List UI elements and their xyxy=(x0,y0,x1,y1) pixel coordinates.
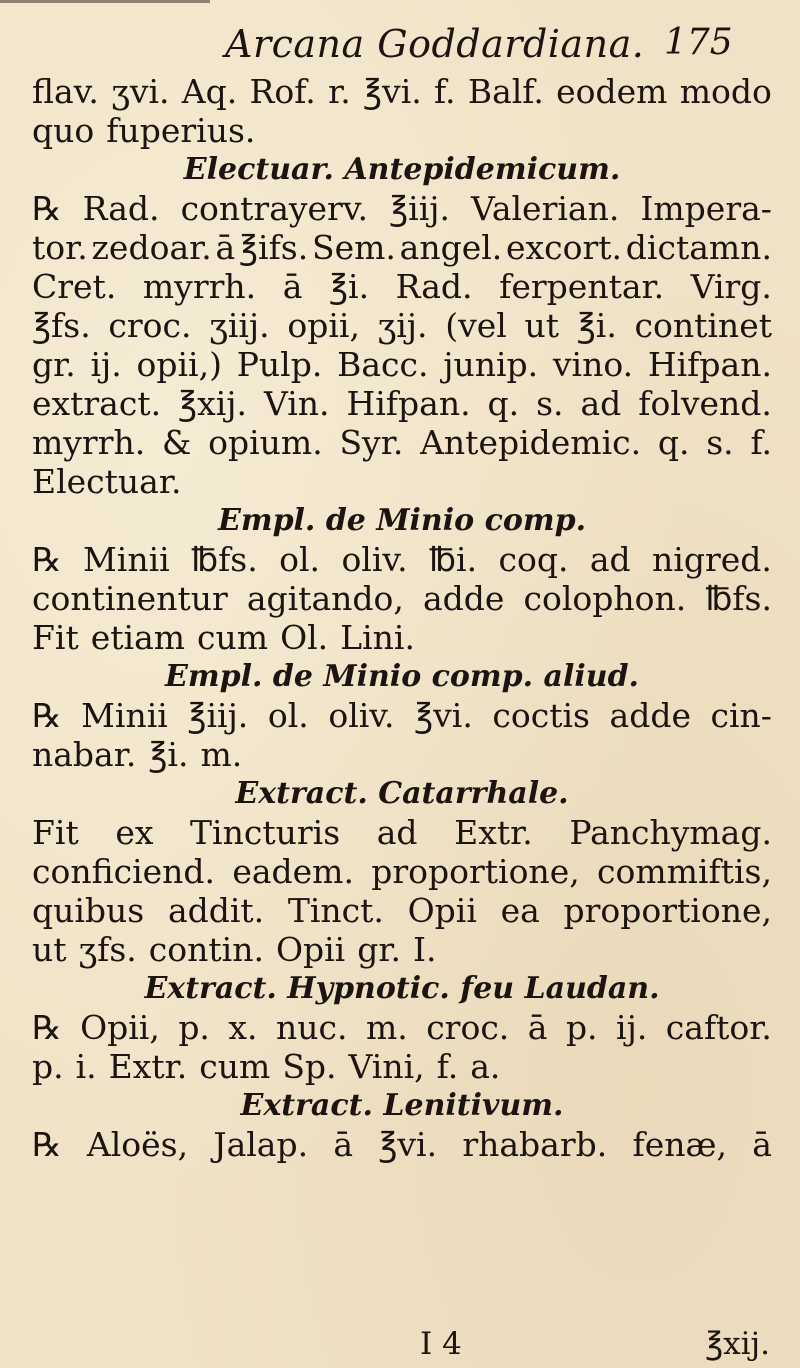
word: dictamn. xyxy=(625,228,772,267)
text-line xyxy=(32,72,772,111)
word: ℔fs. xyxy=(191,540,258,579)
word: proportione, xyxy=(563,891,772,930)
word: ℥vi. xyxy=(414,696,473,735)
word: conficiend. xyxy=(32,852,216,891)
text-line xyxy=(32,306,772,345)
text-line xyxy=(32,267,772,306)
word: ℥vi. xyxy=(378,1125,438,1164)
word: angel. xyxy=(399,228,503,267)
word: Tinct. xyxy=(287,891,384,930)
text-line xyxy=(32,384,772,423)
word: m. xyxy=(365,1008,408,1047)
word: croc. xyxy=(108,306,192,345)
word: proportione, xyxy=(371,852,580,891)
word: opii,) xyxy=(136,345,222,384)
word: Tincturis xyxy=(190,813,341,852)
word: Impera- xyxy=(640,189,772,228)
body-text xyxy=(32,72,772,1164)
text-line xyxy=(32,423,772,462)
word: ā xyxy=(333,1125,354,1164)
page-number: 175 xyxy=(664,22,733,63)
word: ʒiij. xyxy=(209,306,270,345)
word: ℥iij. xyxy=(389,189,450,228)
word: junip. xyxy=(443,345,539,384)
word: ut xyxy=(524,306,560,345)
word: ad xyxy=(376,813,418,852)
word: ā xyxy=(752,1125,772,1164)
word: modo xyxy=(679,72,772,111)
word: extract. xyxy=(32,384,162,423)
word: Fit xyxy=(32,813,79,852)
word: myrrh. xyxy=(32,423,146,462)
word: adde xyxy=(609,696,691,735)
word: ut xyxy=(32,930,67,969)
word: Hifpan. xyxy=(346,384,471,423)
word: ā xyxy=(527,1008,548,1047)
word: Cret. xyxy=(32,267,117,306)
word: Sem. xyxy=(311,228,396,267)
word: ex xyxy=(115,813,154,852)
word: Minii xyxy=(81,696,168,735)
word: Opii xyxy=(407,891,477,930)
word: ℞ xyxy=(32,696,62,735)
word: cum xyxy=(199,1047,271,1086)
word: Extr. xyxy=(454,813,533,852)
word: caftor. xyxy=(665,1008,772,1047)
word: flav. xyxy=(32,72,99,111)
word: p. xyxy=(178,1008,210,1047)
word: nabar. xyxy=(32,735,137,774)
word: ℞ xyxy=(32,1125,62,1164)
text-line xyxy=(32,540,772,579)
word: ea xyxy=(500,891,540,930)
word: Ol. xyxy=(280,618,329,657)
word: p. xyxy=(32,1047,64,1086)
section-heading: Empl. de Minio comp. xyxy=(217,503,587,538)
word: ʒvi. xyxy=(111,72,170,111)
text-line xyxy=(32,579,772,618)
word: ℔i. xyxy=(429,540,478,579)
word: ℥iij. xyxy=(187,696,249,735)
word: ij. xyxy=(90,345,122,384)
word: nigred. xyxy=(652,540,772,579)
text-line xyxy=(32,1047,772,1086)
word: ij. xyxy=(616,1008,648,1047)
word: ferpentar. xyxy=(499,267,665,306)
word: ol. xyxy=(267,696,309,735)
word: Minii xyxy=(82,540,170,579)
word: ol. xyxy=(279,540,321,579)
word: s. xyxy=(536,384,564,423)
word: ad xyxy=(589,540,631,579)
word: Sp. xyxy=(282,1047,337,1086)
word: a. xyxy=(470,1047,501,1086)
top-rule xyxy=(0,0,210,3)
word: f. xyxy=(434,72,456,111)
word: cum xyxy=(197,618,269,657)
word: (vel xyxy=(445,306,507,345)
word: vino. xyxy=(552,345,634,384)
word: tor. xyxy=(32,228,88,267)
word: fuperius. xyxy=(106,111,256,150)
word: q. xyxy=(487,384,520,423)
word: gr. xyxy=(357,930,402,969)
word: ℥ifs. xyxy=(238,228,309,267)
word: Rad. xyxy=(82,189,160,228)
text-line xyxy=(32,891,772,930)
text-line xyxy=(32,111,772,150)
word: agitando, xyxy=(246,579,404,618)
word: quo xyxy=(32,111,95,150)
word: Extr. xyxy=(108,1047,188,1086)
word: f. xyxy=(750,423,772,462)
word: eodem xyxy=(556,72,668,111)
signature-mark: I 4 xyxy=(420,1326,462,1362)
word: oliv. xyxy=(328,696,395,735)
word: continet xyxy=(634,306,772,345)
word: Opii, xyxy=(80,1008,160,1047)
word: Valerian. xyxy=(471,189,620,228)
word: addit. xyxy=(167,891,265,930)
word: Rof. xyxy=(249,72,316,111)
word: coq. xyxy=(498,540,569,579)
word: ʒfs. xyxy=(78,930,137,969)
word: s. xyxy=(706,423,734,462)
word: x. xyxy=(228,1008,258,1047)
word: ℥fs. xyxy=(32,306,91,345)
word: Aloës, xyxy=(86,1125,189,1164)
word: fenæ, xyxy=(632,1125,727,1164)
word: ℔fs. xyxy=(705,579,772,618)
word: Opii xyxy=(275,930,346,969)
word: opium. xyxy=(208,423,323,462)
word: ℥i. xyxy=(576,306,617,345)
word: rhabarb. xyxy=(462,1125,608,1164)
text-line xyxy=(32,462,772,501)
catchline xyxy=(32,1326,772,1362)
word: Hifpan. xyxy=(647,345,772,384)
word: Jalap. xyxy=(213,1125,309,1164)
running-title: Arcana Goddardiana. xyxy=(225,22,645,66)
word: adde xyxy=(422,579,505,618)
section-heading: Extract. Catarrhale. xyxy=(235,776,569,811)
word: Virg. xyxy=(690,267,772,306)
text-line xyxy=(32,1008,772,1047)
word: r. xyxy=(328,72,351,111)
word: Lini. xyxy=(340,618,415,657)
word: colophon. xyxy=(523,579,687,618)
word: myrrh. xyxy=(142,267,257,306)
text-line xyxy=(32,618,772,657)
word: Aq. xyxy=(181,72,238,111)
text-line xyxy=(32,852,772,891)
word: nuc. xyxy=(275,1008,348,1047)
word: I. xyxy=(413,930,437,969)
word: croc. xyxy=(426,1008,510,1047)
word: opii, xyxy=(287,306,360,345)
text-line xyxy=(32,813,772,852)
word: ad xyxy=(580,384,622,423)
word: q. xyxy=(657,423,690,462)
word: ā xyxy=(215,228,236,267)
word: Pulp. xyxy=(236,345,323,384)
word: gr. xyxy=(32,345,76,384)
word: eadem. xyxy=(232,852,354,891)
word: contin. xyxy=(148,930,264,969)
word: Panchymag. xyxy=(569,813,772,852)
word: ℥i. xyxy=(148,735,189,774)
word: ℞ xyxy=(32,540,62,579)
text-line xyxy=(32,735,772,774)
text-line xyxy=(32,930,772,969)
word: ℞ xyxy=(32,1008,62,1047)
word: Vini, xyxy=(348,1047,425,1086)
section-heading: Extract. Lenitivum. xyxy=(240,1088,564,1123)
word: ʒij. xyxy=(377,306,428,345)
word: & xyxy=(161,423,192,462)
section-heading: Extract. Hypnotic. feu Laudan. xyxy=(144,971,660,1006)
word: ā xyxy=(282,267,303,306)
word: continentur xyxy=(32,579,228,618)
section-heading: Empl. de Minio comp. aliud. xyxy=(165,659,639,694)
word: Rad. xyxy=(395,267,473,306)
word: m. xyxy=(200,735,243,774)
word: cin- xyxy=(710,696,772,735)
text-line xyxy=(32,228,772,267)
catchword: ℥xij. xyxy=(705,1326,770,1362)
section-heading: Electuar. Antepidemicum. xyxy=(183,152,621,187)
word: ℥xij. xyxy=(178,384,247,423)
word: ℞ xyxy=(32,189,62,228)
word: Balf. xyxy=(467,72,544,111)
word: ℥i. xyxy=(328,267,370,306)
word: Vin. xyxy=(263,384,330,423)
word: contrayerv. xyxy=(180,189,369,228)
word: quibus xyxy=(32,891,145,930)
text-line xyxy=(32,345,772,384)
word: Syr. xyxy=(339,423,404,462)
word: Bacc. xyxy=(337,345,429,384)
text-line xyxy=(32,1125,772,1164)
word: folvend. xyxy=(638,384,772,423)
word: zedoar. xyxy=(91,228,212,267)
word: oliv. xyxy=(341,540,408,579)
word: coctis xyxy=(492,696,590,735)
word: excort. xyxy=(506,228,623,267)
word: etiam xyxy=(90,618,186,657)
word: f. xyxy=(436,1047,459,1086)
running-head xyxy=(0,10,800,70)
text-line xyxy=(32,189,772,228)
word: ℥vi. xyxy=(362,72,422,111)
word: p. xyxy=(565,1008,598,1047)
text-line xyxy=(32,696,772,735)
word: commiftis, xyxy=(597,852,772,891)
word: Antepidemic. xyxy=(420,423,642,462)
word: i. xyxy=(75,1047,97,1086)
word: Fit xyxy=(32,618,79,657)
word: Electuar. xyxy=(32,462,182,501)
